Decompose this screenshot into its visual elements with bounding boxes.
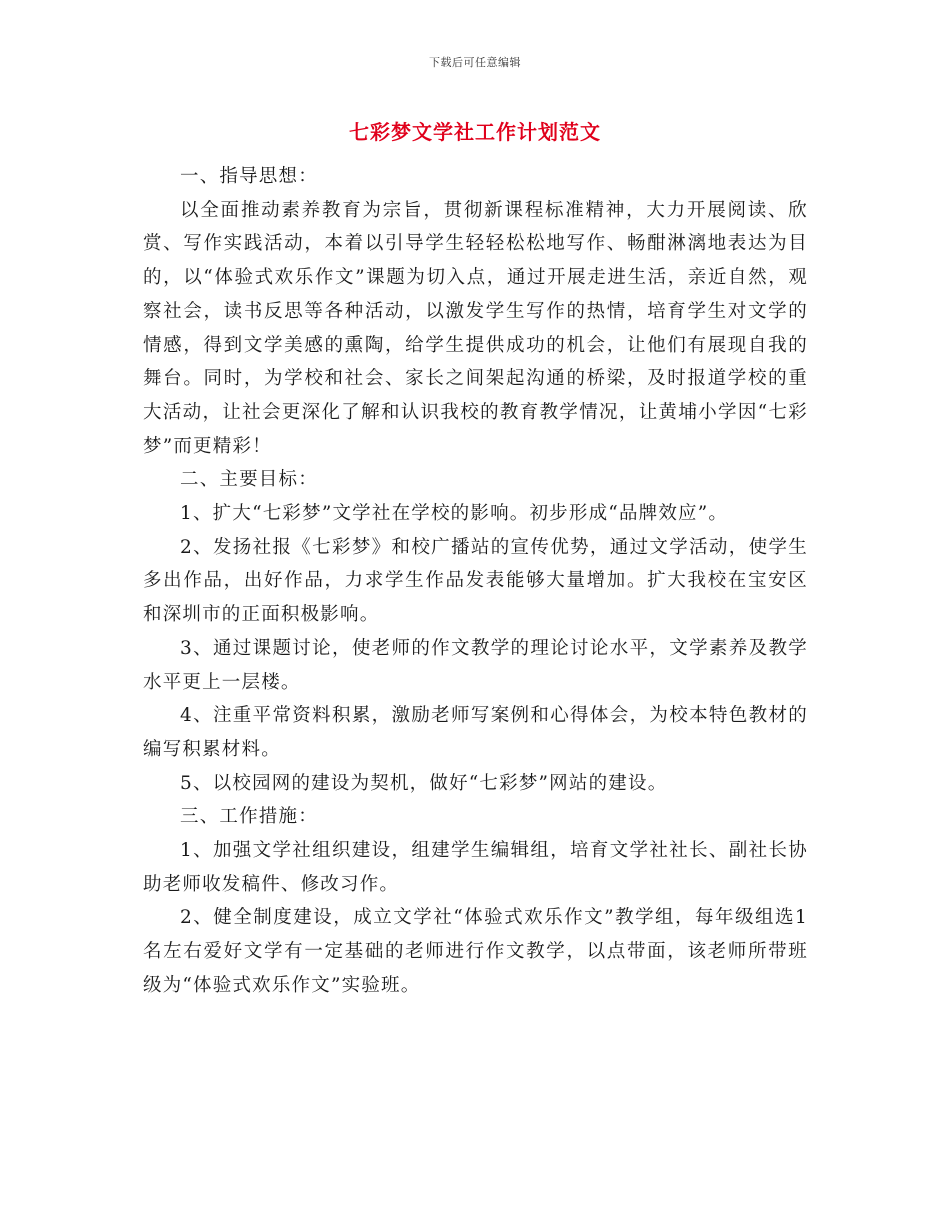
header-note: 下载后可任意编辑 (429, 56, 521, 69)
document-title: 七彩梦文学社工作计划范文 (349, 120, 601, 144)
document-body (143, 160, 808, 1003)
paragraph-measure-2: 2、健全制度建设，成立文学社“体验式欢乐作文”教学组，每年级组选1名左右爱好文学有一定基础的老师进行作文教学，以点带面，该老师所带班级为“体验式欢乐作文”实验班。 (143, 907, 808, 996)
paragraph-goal-4: 4、注重平常资料积累，激励老师写案例和心得体会，为校本特色教材的编写积累材料。 (143, 705, 808, 760)
section-heading-guiding-ideology: 一、指导思想： (180, 166, 318, 187)
paragraph-guiding-ideology: 以全面推动素养教育为宗旨，贯彻新课程标准精神，大力开展阅读、欣赏、写作实践活动，本着以引导学生轻轻松松地写作、畅酣淋漓地表达为目的，以“体验式欢乐作文”课题为切入点，通过开展走进生活，亲近自然，观察社会，读书反思等各种活动，以激发学生写作的热情，培育学生对文学的情感，得到文学美感的熏陶，给学生提供成功的机会，让他们有展现自我的舞台。同时，为学校和社会、家长之间架起沟通的桥梁，及时报道学校的重大活动，让社会更深化了解和认识我校的教育教学情况，让黄埔小学因“七彩梦”而更精彩！ (143, 199, 808, 457)
paragraph-goal-2: 2、发扬社报《七彩梦》和校广播站的宣传优势，通过文学活动，使学生多出作品，出好作品，力求学生作品发表能够大量增加。扩大我校在宝安区和深圳市的正面积极影响。 (143, 536, 808, 626)
paragraph-goal-1: 1、扩大“七彩梦”文学社在学校的影响。初步形成“品牌效应”。 (180, 503, 729, 525)
paragraph-goal-3: 3、通过课题讨论，使老师的作文教学的理论讨论水平，文学素养及教学水平更上一层楼。 (143, 637, 808, 693)
paragraph-goal-5: 5、以校园网的建设为契机，做好“七彩梦”网站的建设。 (180, 772, 668, 794)
paragraph-measure-1: 1、加强文学社组织建设，组建学生编辑组，培育文学社社长、副社长协助老师收发稿件、修改习作。 (143, 840, 808, 895)
section-heading-main-goals: 二、主要目标： (180, 469, 318, 491)
section-heading-work-measures: 三、工作措施： (180, 806, 318, 828)
